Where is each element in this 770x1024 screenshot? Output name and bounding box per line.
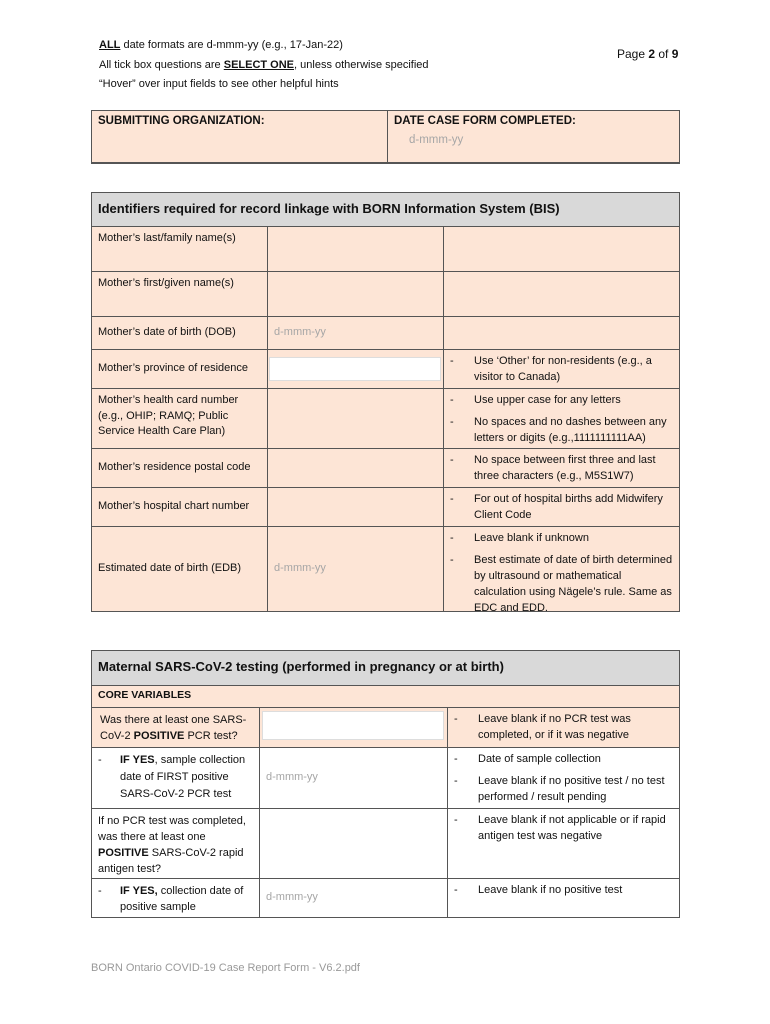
chart-number-input[interactable] bbox=[268, 488, 444, 527]
pcr-positive-cell bbox=[260, 708, 448, 748]
province-select[interactable] bbox=[269, 357, 441, 381]
antigen-date-input[interactable]: d-mmm-yy bbox=[260, 879, 448, 917]
label-pcr-date: - IF YES, sample collection date of FIRST positive SARS-CoV-2 PCR test bbox=[92, 748, 260, 809]
postal-code-hint: - No space between first three and last three characters (e.g., M5S1W7) bbox=[444, 449, 679, 488]
first-name-hint bbox=[444, 272, 679, 317]
edb-input[interactable]: d-mmm-yy bbox=[268, 527, 444, 611]
province-hint: - Use ‘Other’ for non-residents (e.g., a visitor to Canada) bbox=[444, 350, 679, 389]
label-province: Mother’s province of residence bbox=[92, 350, 268, 389]
label-chart-number: Mother’s hospital chart number bbox=[92, 488, 268, 527]
label-first-name: Mother’s first/given name(s) bbox=[92, 272, 268, 317]
footer-filename: BORN Ontario COVID-19 Case Report Form - V6.2.pdf bbox=[91, 962, 360, 974]
antigen-date-hint: - Leave blank if no positive test bbox=[448, 879, 679, 917]
pcr-positive-select[interactable] bbox=[262, 711, 444, 740]
edb-hint: - Leave blank if unknown - Best estimate of date of birth determined by ultrasound or mathematical calculation using Nägele’s rule. Same as EDC and EDD. bbox=[444, 527, 679, 611]
identifiers-table bbox=[91, 192, 680, 612]
sars-cov-2-table bbox=[91, 650, 680, 918]
label-dob: Mother’s date of birth (DOB) bbox=[92, 317, 268, 350]
first-name-input[interactable] bbox=[268, 272, 444, 317]
date-completed-field[interactable]: DATE CASE FORM COMPLETED: d-mmm-yy bbox=[388, 111, 680, 163]
pcr-positive-hint: - Leave blank if no PCR test was completed, or if it was negative bbox=[448, 708, 679, 748]
label-health-card: Mother’s health card number (e.g., OHIP; RAMQ; Public Service Health Care Plan) bbox=[92, 389, 268, 449]
pcr-date-hint: - Date of sample collection - Leave blank if no positive test / no test performed / result pending bbox=[448, 748, 679, 809]
chart-number-hint: - For out of hospital births add Midwifery Client Code bbox=[444, 488, 679, 527]
dob-hint bbox=[444, 317, 679, 350]
sars-title: Maternal SARS-CoV-2 testing (performed in pregnancy or at birth) bbox=[92, 651, 679, 686]
submitting-organization-field[interactable]: SUBMITTING ORGANIZATION: bbox=[92, 111, 388, 163]
page-number: Page 2 of 9 bbox=[617, 47, 679, 61]
health-card-input[interactable] bbox=[268, 389, 444, 449]
health-card-hint: - Use upper case for any letters - No spaces and no dashes between any letters or digits (e.g.,1111111111AA) bbox=[444, 389, 679, 449]
label-edb: Estimated date of birth (EDB) bbox=[92, 527, 268, 611]
date-completed-placeholder: d-mmm-yy bbox=[409, 134, 464, 146]
dob-input[interactable]: d-mmm-yy bbox=[268, 317, 444, 350]
label-antigen-date: - IF YES, collection date of positive sample bbox=[92, 879, 260, 917]
core-variables-label: CORE VARIABLES bbox=[92, 686, 679, 708]
identifiers-title: Identifiers required for record linkage with BORN Information System (BIS) bbox=[92, 193, 679, 227]
form-instructions: ALL date formats are d-mmm-yy (e.g., 17-Jan-22) All tick box questions are SELECT ONE, unless otherwise specified “Hover” over input fields to see other helpful hints bbox=[99, 39, 429, 90]
postal-code-input[interactable] bbox=[268, 449, 444, 488]
all-text: ALL bbox=[99, 39, 121, 51]
province-cell bbox=[268, 350, 444, 389]
label-last-name: Mother’s last/family name(s) bbox=[92, 227, 268, 272]
last-name-input[interactable] bbox=[268, 227, 444, 272]
label-postal-code: Mother’s residence postal code bbox=[92, 449, 268, 488]
label-rapid-antigen: If no PCR test was completed, was there at least one POSITIVE SARS-CoV-2 rapid antigen test? bbox=[92, 809, 260, 879]
rapid-antigen-hint: - Leave blank if not applicable or if rapid antigen test was negative bbox=[448, 809, 679, 879]
last-name-hint bbox=[444, 227, 679, 272]
organization-section bbox=[91, 110, 680, 164]
pcr-date-input[interactable]: d-mmm-yy bbox=[260, 748, 448, 809]
rapid-antigen-select[interactable] bbox=[260, 809, 448, 879]
label-pcr-positive: Was there at least one SARS-CoV-2 POSITIVE PCR test? bbox=[92, 708, 260, 748]
